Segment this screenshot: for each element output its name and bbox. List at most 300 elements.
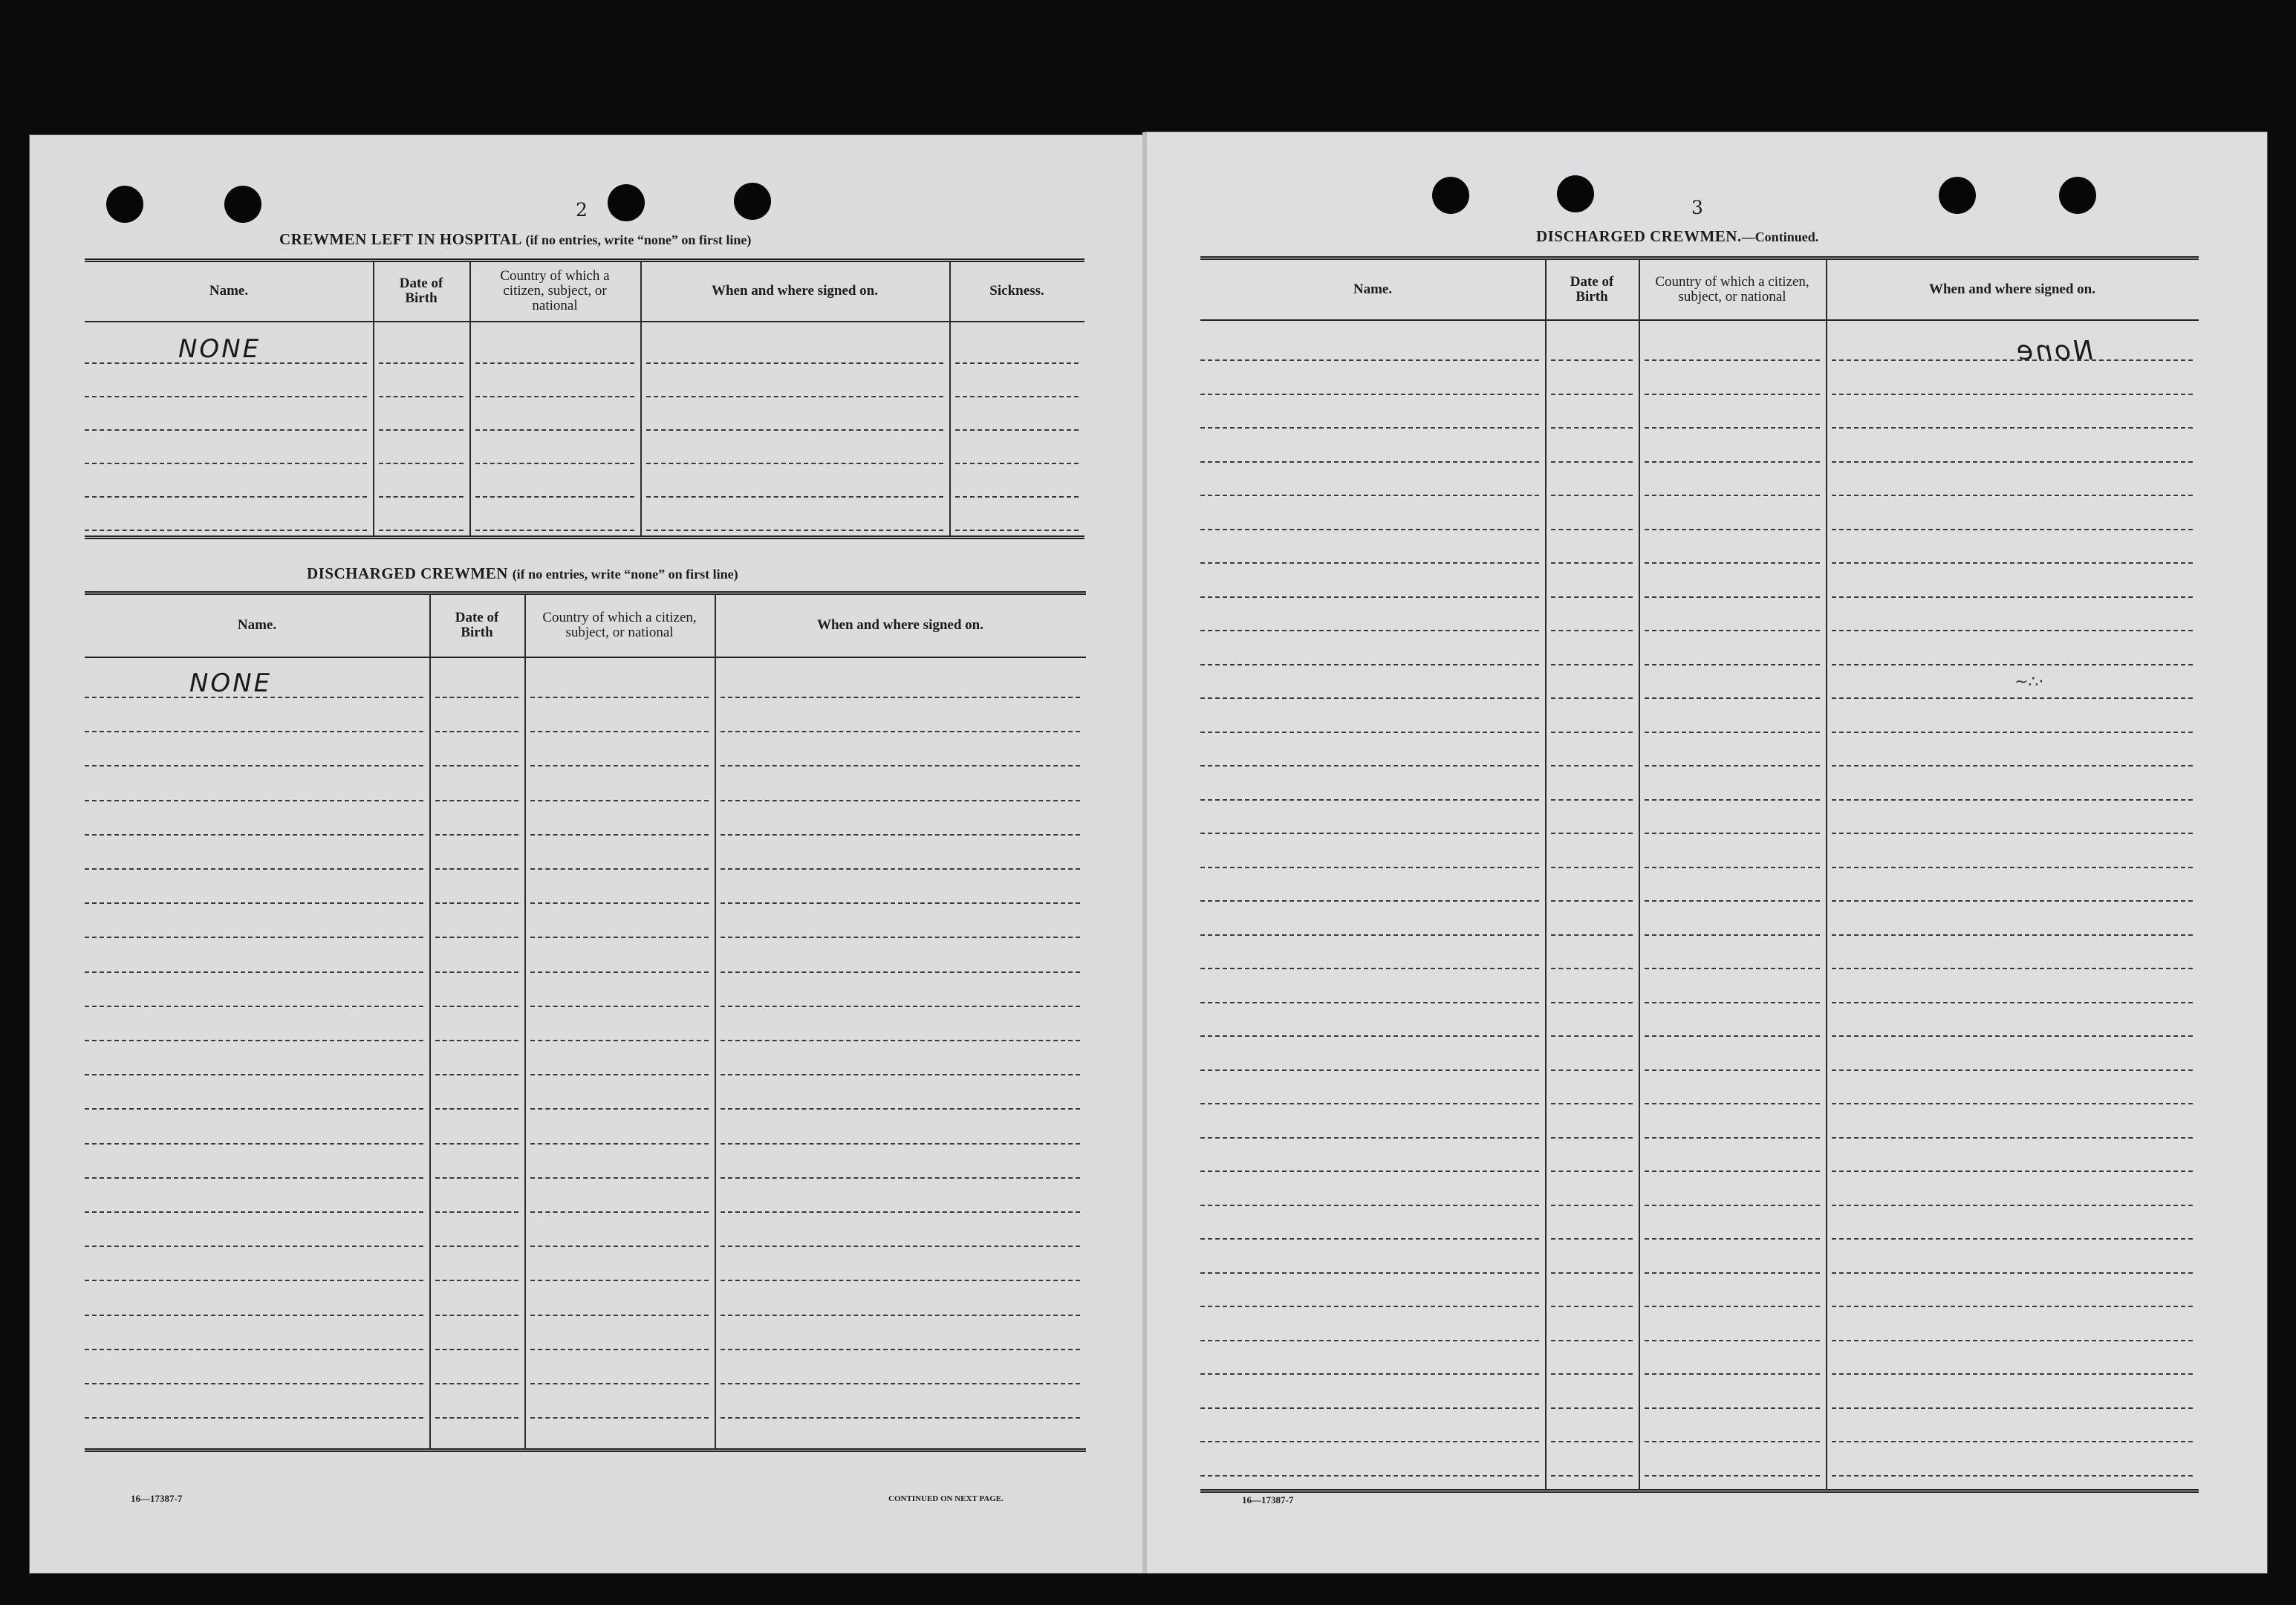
page-fold	[1142, 132, 1147, 1573]
table-row-line	[85, 765, 423, 766]
table-row-line	[1832, 934, 2193, 936]
column-divider	[524, 594, 526, 1448]
table-row-line	[646, 362, 943, 364]
table-row-line	[1551, 934, 1633, 936]
right-section-title	[1536, 227, 1818, 246]
table-row-line	[435, 731, 518, 732]
punch-hole	[106, 186, 143, 223]
table-row-line	[1832, 664, 2193, 665]
table-row-line	[435, 937, 518, 938]
table-row-line	[85, 1177, 423, 1179]
table-row-line	[435, 765, 518, 766]
table-row-line	[1200, 1441, 1539, 1442]
table-row-line	[379, 496, 464, 498]
table-row-line	[721, 800, 1080, 801]
table-row-line	[530, 1349, 709, 1350]
column-header: When and where signed on.	[711, 283, 878, 299]
table-row-line	[85, 902, 423, 904]
table-row-line	[1645, 1070, 1820, 1071]
table-row-line	[1832, 630, 2193, 631]
punch-hole	[1939, 177, 1976, 214]
table-row-line	[721, 1280, 1080, 1281]
table-row-line	[1551, 359, 1633, 361]
table-row-line	[85, 1417, 423, 1419]
table-row-line	[85, 868, 423, 870]
table-header-rule	[1200, 319, 2199, 321]
table-row-line	[1832, 1441, 2193, 1442]
table-row-line	[1551, 1407, 1633, 1409]
table-row-line	[435, 1211, 518, 1213]
table-row-line	[1200, 1070, 1539, 1071]
table-row-line	[85, 1211, 423, 1213]
table-row-line	[435, 1383, 518, 1384]
table-row-line	[1200, 1407, 1539, 1409]
table-row-line	[1200, 732, 1539, 733]
table-row-line	[721, 1143, 1080, 1145]
table-row-line	[530, 1315, 709, 1316]
table-row-line	[1551, 1035, 1633, 1037]
table-row-line	[1645, 1238, 1820, 1240]
table-row-line	[85, 1108, 423, 1110]
table-row-line	[1551, 1340, 1633, 1341]
table-row-line	[1200, 529, 1539, 530]
table-row-line	[721, 1040, 1080, 1041]
hospital-section-title	[279, 230, 751, 249]
table-row-line	[435, 1177, 518, 1179]
table-row-line	[1645, 1205, 1820, 1206]
table-row-line	[1645, 495, 1820, 496]
table-row-line	[1200, 495, 1539, 496]
table-row-line	[1645, 900, 1820, 902]
table-row-line	[721, 731, 1080, 732]
table-row-line	[1645, 968, 1820, 969]
column-header: Country of which a citizen, subject, or national	[542, 610, 697, 640]
table-row-line	[1832, 1002, 2193, 1003]
table-row-line	[85, 362, 367, 364]
table-row-line	[435, 971, 518, 973]
table-row-line	[85, 1074, 423, 1075]
table-row-line	[721, 1177, 1080, 1179]
punch-hole	[1557, 175, 1594, 212]
table-row-line	[530, 868, 709, 870]
table-row-line	[1551, 968, 1633, 969]
table-row-line	[85, 1040, 423, 1041]
table-row-line	[530, 1280, 709, 1281]
table-row-line	[379, 530, 464, 531]
table-row-line	[85, 396, 367, 397]
table-row-line	[1551, 1171, 1633, 1172]
table-row-line	[1200, 833, 1539, 834]
table-row-line	[85, 1315, 423, 1316]
table-row-line	[530, 697, 709, 698]
table-row-line	[1832, 461, 2193, 463]
table-row-line	[721, 1349, 1080, 1350]
table-row-line	[1200, 697, 1539, 699]
table-row-line	[530, 1006, 709, 1007]
table-row-line	[721, 902, 1080, 904]
table-row-line	[435, 1074, 518, 1075]
table-row-line	[1200, 1373, 1539, 1375]
table-row-line	[1551, 867, 1633, 868]
column-divider	[1826, 259, 1827, 1489]
column-header: When and where signed on.	[1928, 281, 2095, 297]
table-row-line	[1645, 1306, 1820, 1307]
table-row-line	[1832, 1205, 2193, 1206]
continued-note: CONTINUED ON NEXT PAGE.	[888, 1494, 1004, 1503]
column-header: Date of Birth	[455, 610, 499, 640]
table-row-line	[1551, 1002, 1633, 1003]
table-row-line	[646, 530, 943, 531]
table-row-line	[1832, 1171, 2193, 1172]
table-row-line	[85, 971, 423, 973]
table-row-line	[530, 731, 709, 732]
table-row-line	[475, 362, 634, 364]
table-row-line	[1200, 1171, 1539, 1172]
table-row-line	[1645, 1475, 1820, 1477]
table-row-line	[1200, 461, 1539, 463]
table-row-line	[1551, 1373, 1633, 1375]
table-row-line	[1645, 664, 1820, 665]
table-row-line	[1551, 732, 1633, 733]
discharged-section-title	[307, 564, 738, 583]
table-bottom-rule	[85, 535, 1084, 539]
table-row-line	[435, 1246, 518, 1247]
table-row-line	[530, 1074, 709, 1075]
table-row-line	[721, 868, 1080, 870]
table-row-line	[85, 530, 367, 531]
table-row-line	[85, 834, 423, 836]
table-row-line	[1551, 630, 1633, 631]
table-row-line	[1551, 1238, 1633, 1240]
table-row-line	[530, 1177, 709, 1179]
table-row-line	[955, 530, 1079, 531]
table-row-line	[530, 902, 709, 904]
table-row-line	[1551, 529, 1633, 530]
table-row-line	[1832, 1306, 2193, 1307]
table-row-line	[1645, 934, 1820, 936]
table-row-line	[475, 429, 634, 431]
table-row-line	[435, 1280, 518, 1281]
table-row-line	[721, 1417, 1080, 1419]
table-row-line	[1551, 1205, 1633, 1206]
table-row-line	[85, 1246, 423, 1247]
table-row-line	[435, 1006, 518, 1007]
table-row-line	[1200, 1002, 1539, 1003]
table-row-line	[1645, 1137, 1820, 1139]
table-row-line	[475, 396, 634, 397]
right-handwritten-entry: None	[2014, 336, 2093, 366]
table-row-line	[1832, 732, 2193, 733]
table-row-line	[530, 1246, 709, 1247]
table-row-line	[435, 834, 518, 836]
table-row-line	[1200, 1103, 1539, 1104]
table-row-line	[721, 834, 1080, 836]
table-row-line	[1200, 1238, 1539, 1240]
table-row-line	[1645, 799, 1820, 801]
table-row-line	[435, 800, 518, 801]
table-row-line	[1200, 799, 1539, 801]
table-row-line	[435, 1349, 518, 1350]
table-row-line	[1832, 900, 2193, 902]
table-row-line	[1645, 1002, 1820, 1003]
table-row-line	[721, 1315, 1080, 1316]
table-row-line	[85, 1006, 423, 1007]
table-row-line	[721, 1006, 1080, 1007]
table-row-line	[1551, 833, 1633, 834]
column-divider	[1639, 259, 1640, 1489]
table-row-line	[1200, 427, 1539, 429]
table-row-line	[721, 1383, 1080, 1384]
column-header: Name.	[1353, 281, 1393, 297]
table-row-line	[1551, 900, 1633, 902]
table-row-line	[1645, 1035, 1820, 1037]
table-row-line	[1645, 1373, 1820, 1375]
table-row-line	[1645, 529, 1820, 530]
table-row-line	[530, 834, 709, 836]
table-row-line	[435, 902, 518, 904]
table-row-line	[530, 765, 709, 766]
table-row-line	[1200, 867, 1539, 868]
table-row-line	[475, 496, 634, 498]
table-row-line	[1832, 833, 2193, 834]
table-row-line	[1200, 630, 1539, 631]
table-row-line	[475, 530, 634, 531]
table-row-line	[1832, 1475, 2193, 1477]
right-page	[1145, 132, 2267, 1573]
table-row-line	[85, 937, 423, 938]
table-row-line	[721, 971, 1080, 973]
table-row-line	[85, 1280, 423, 1281]
table-row-line	[85, 1143, 423, 1145]
column-header: Date of Birth	[1570, 273, 1614, 305]
discharged-instruction: (if no entries, write “none” on first line)	[512, 567, 738, 582]
table-row-line	[1645, 1407, 1820, 1409]
table-row-line	[1832, 765, 2193, 766]
left-page-number: 2	[576, 199, 588, 221]
right-title-text: DISCHARGED CREWMEN.	[1536, 227, 1742, 245]
table-row-line	[1551, 1306, 1633, 1307]
table-row-line	[1832, 799, 2193, 801]
table-row-line	[1551, 427, 1633, 429]
table-row-line	[435, 1417, 518, 1419]
table-row-line	[1832, 1340, 2193, 1341]
column-divider	[715, 594, 716, 1448]
table-row-line	[530, 937, 709, 938]
table-row-line	[1551, 765, 1633, 766]
table-row-line	[435, 1108, 518, 1110]
table-row-line	[1551, 799, 1633, 801]
table-row-line	[1832, 968, 2193, 969]
table-row-line	[721, 1074, 1080, 1075]
table-row-line	[1832, 427, 2193, 429]
discharged-title-text: DISCHARGED CREWMEN	[307, 564, 508, 582]
table-row-line	[435, 697, 518, 698]
table-row-line	[721, 1211, 1080, 1213]
table-row-line	[1200, 1205, 1539, 1206]
table-row-line	[1645, 1441, 1820, 1442]
table-row-line	[85, 496, 367, 498]
table-row-line	[1645, 765, 1820, 766]
table-row-line	[955, 362, 1079, 364]
table-row-line	[1645, 867, 1820, 868]
table-row-line	[1832, 596, 2193, 598]
hospital-instruction: (if no entries, write “none” on first line)	[525, 232, 752, 247]
right-page-number: 3	[1691, 197, 1703, 218]
column-header: Country of which a citizen, subject, or national	[500, 268, 610, 313]
table-row-line	[721, 1108, 1080, 1110]
table-row-line	[955, 396, 1079, 397]
punch-hole	[608, 184, 645, 221]
table-row-line	[530, 1417, 709, 1419]
table-row-line	[646, 463, 943, 464]
table-header-rule	[85, 321, 1084, 322]
table-row-line	[530, 1108, 709, 1110]
table-row-line	[1645, 359, 1820, 361]
table-row-line	[1200, 900, 1539, 902]
column-divider	[1545, 259, 1547, 1489]
table-row-line	[379, 396, 464, 397]
table-row-line	[1200, 596, 1539, 598]
table-row-line	[1200, 968, 1539, 969]
table-row-line	[721, 1246, 1080, 1247]
table-row-line	[1551, 1475, 1633, 1477]
column-header: Name.	[237, 617, 277, 633]
table-header-rule	[85, 657, 1086, 658]
punch-hole	[224, 186, 261, 223]
right-form-number: 16—17387-7	[1242, 1494, 1294, 1505]
table-row-line	[379, 429, 464, 431]
table-row-line	[379, 463, 464, 464]
table-row-line	[1645, 461, 1820, 463]
table-row-line	[1200, 1475, 1539, 1477]
table-row-line	[530, 1040, 709, 1041]
table-row-line	[1832, 697, 2193, 699]
table-row-line	[1832, 1373, 2193, 1375]
hospital-title-text: CREWMEN LEFT IN HOSPITAL	[279, 230, 521, 248]
table-row-line	[1551, 495, 1633, 496]
table-row-line	[1200, 664, 1539, 665]
table-row-line	[1551, 1441, 1633, 1442]
table-row-line	[1551, 1103, 1633, 1104]
table-row-line	[1200, 562, 1539, 564]
table-row-line	[435, 1143, 518, 1145]
column-header: Date of Birth	[399, 276, 443, 306]
table-row-line	[1832, 562, 2193, 564]
table-row-line	[1832, 1272, 2193, 1274]
table-top-rule	[1200, 256, 2199, 260]
table-row-line	[1200, 359, 1539, 361]
table-row-line	[1200, 934, 1539, 936]
table-row-line	[1832, 1103, 2193, 1104]
table-row-line	[1645, 1272, 1820, 1274]
table-row-line	[1832, 359, 2193, 361]
table-row-line	[1832, 1035, 2193, 1037]
column-header: When and where signed on.	[816, 617, 983, 633]
table-row-line	[1200, 1306, 1539, 1307]
table-row-line	[1832, 529, 2193, 530]
right-title-suffix: —Continued.	[1741, 229, 1819, 244]
table-row-line	[1645, 833, 1820, 834]
table-row-line	[1832, 1407, 2193, 1409]
table-row-line	[1832, 1238, 2193, 1240]
table-row-line	[1200, 765, 1539, 766]
table-row-line	[530, 971, 709, 973]
hospital-handwritten-entry: NONE	[178, 334, 261, 364]
table-row-line	[1832, 495, 2193, 496]
table-row-line	[1551, 1137, 1633, 1139]
table-row-line	[721, 765, 1080, 766]
table-row-line	[379, 362, 464, 364]
table-row-line	[85, 731, 423, 732]
table-row-line	[1645, 1340, 1820, 1341]
table-row-line	[1645, 394, 1820, 395]
table-row-line	[955, 463, 1079, 464]
table-row-line	[1551, 697, 1633, 699]
table-row-line	[1200, 1272, 1539, 1274]
column-divider	[429, 594, 431, 1448]
table-row-line	[646, 496, 943, 498]
column-header: Sickness.	[989, 283, 1044, 299]
table-row-line	[1645, 697, 1820, 699]
table-row-line	[721, 937, 1080, 938]
table-row-line	[85, 800, 423, 801]
table-row-line	[530, 1143, 709, 1145]
table-row-line	[1200, 1035, 1539, 1037]
table-row-line	[1551, 562, 1633, 564]
punch-hole	[1432, 177, 1469, 214]
left-form-number: 16—17387-7	[131, 1493, 183, 1504]
discharged-handwritten-entry: NONE	[189, 668, 273, 698]
table-row-line	[1551, 1272, 1633, 1274]
table-row-line	[1832, 1137, 2193, 1139]
table-row-line	[1645, 427, 1820, 429]
punch-hole	[734, 183, 771, 220]
table-row-line	[955, 429, 1079, 431]
table-bottom-rule	[1200, 1489, 2199, 1493]
table-row-line	[1645, 630, 1820, 631]
faint-mark: ~∴·	[2014, 673, 2044, 691]
table-row-line	[435, 868, 518, 870]
table-row-line	[1551, 664, 1633, 665]
table-row-line	[530, 800, 709, 801]
table-row-line	[85, 429, 367, 431]
table-row-line	[1551, 461, 1633, 463]
table-row-line	[646, 396, 943, 397]
column-header: Name.	[209, 283, 249, 299]
table-row-line	[1645, 1171, 1820, 1172]
table-top-rule	[85, 591, 1086, 595]
table-row-line	[85, 1383, 423, 1384]
table-row-line	[1645, 1103, 1820, 1104]
table-row-line	[1551, 394, 1633, 395]
table-row-line	[1645, 732, 1820, 733]
table-row-line	[1200, 394, 1539, 395]
table-row-line	[85, 1349, 423, 1350]
table-row-line	[1645, 562, 1820, 564]
table-top-rule	[85, 258, 1084, 262]
table-row-line	[530, 1383, 709, 1384]
table-row-line	[435, 1315, 518, 1316]
punch-hole	[2059, 177, 2096, 214]
table-row-line	[1551, 1070, 1633, 1071]
table-row-line	[530, 1211, 709, 1213]
table-row-line	[85, 697, 423, 698]
table-row-line	[721, 697, 1080, 698]
table-row-line	[1832, 1070, 2193, 1071]
table-row-line	[1832, 394, 2193, 395]
column-header: Country of which a citizen, subject, or national	[1655, 273, 1809, 305]
table-row-line	[955, 496, 1079, 498]
